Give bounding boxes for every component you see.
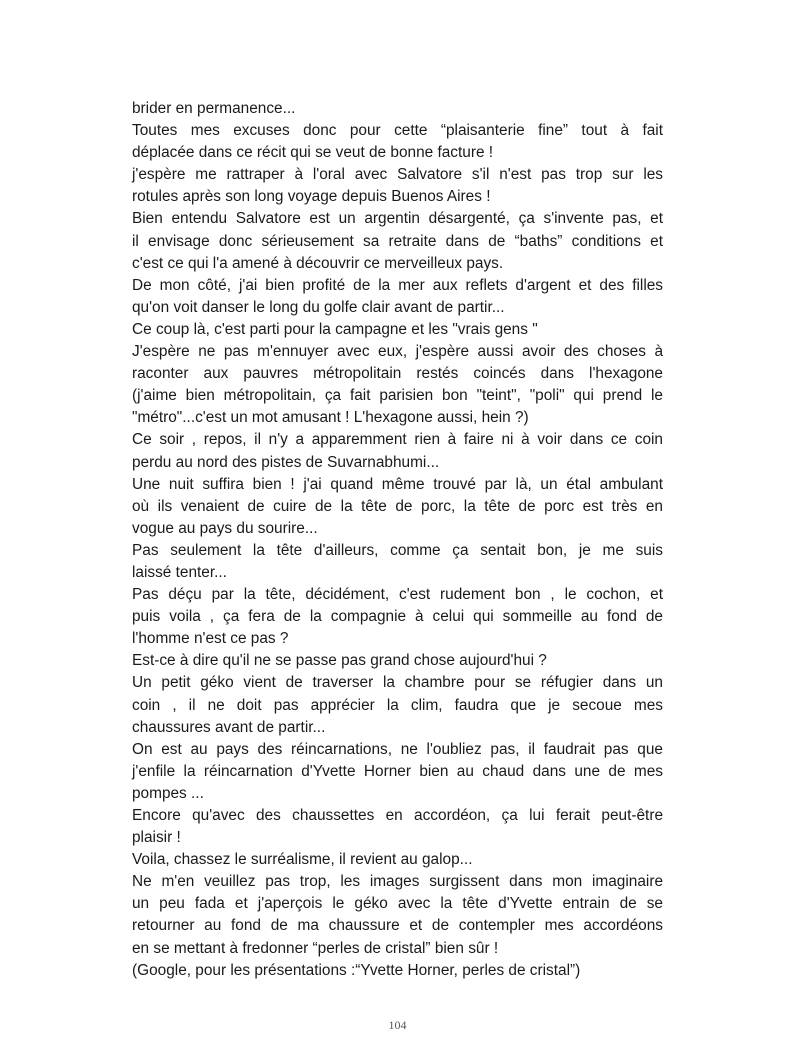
text-line: (j'aime bien métropolitain, ça fait parisien bon "teint", "poli" qui prend le	[132, 387, 663, 405]
text-line: Ne m'en veuillez pas trop, les images surgissent dans mon imaginaire	[132, 873, 663, 891]
text-line: coin , il ne doit pas apprécier la clim, faudra que je secoue mes	[132, 696, 663, 714]
text-line: déplacée dans ce récit qui se veut de bonne facture !	[132, 144, 494, 162]
body-text	[132, 98, 663, 982]
text-line: Ce soir , repos, il n'y a apparemment rien à faire ni à voir dans ce coin	[132, 431, 663, 449]
text-line: en se mettant à fredonner “perles de cristal” bien sûr !	[132, 939, 499, 957]
text-line: Toutes mes excuses donc pour cette “plaisanterie fine” tout à fait	[132, 122, 663, 140]
text-line: Bien entendu Salvatore est un argentin désargenté, ça s'invente pas, et	[132, 210, 663, 228]
text-line: retourner au fond de ma chaussure et de contempler mes accordéons	[132, 917, 663, 935]
text-line: "métro"...c'est un mot amusant ! L'hexagone aussi, hein ?)	[132, 409, 529, 427]
text-line: un peu fada et j'aperçois le géko avec la tête d'Yvette entrain de se	[132, 895, 663, 913]
text-line: J'espère ne pas m'ennuyer avec eux, j'espère aussi avoir des choses à	[132, 343, 663, 361]
text-line: qu'on voit danser le long du golfe clair avant de partir...	[132, 298, 505, 316]
text-line: raconter aux pauvres métropolitain restés coincés dans l'hexagone	[132, 365, 663, 383]
text-line: pompes ...	[132, 784, 204, 802]
text-line: j'espère me rattraper à l'oral avec Salvatore s'il n'est pas trop sur les	[132, 166, 663, 184]
text-line: On est au pays des réincarnations, ne l'oubliez pas, il faudrait pas que	[132, 740, 663, 758]
text-line: De mon côté, j'ai bien profité de la mer aux reflets d'argent et des filles	[132, 276, 663, 294]
text-line: l'homme n'est ce pas ?	[132, 630, 289, 648]
text-line: plaisir !	[132, 829, 181, 847]
text-line: laissé tenter...	[132, 563, 227, 581]
text-line: Un petit géko vient de traverser la chambre pour se réfugier dans un	[132, 674, 663, 692]
text-line: (Google, pour les présentations :“Yvette Horner, perles de cristal”)	[132, 961, 581, 979]
text-line: où ils venaient de cuire de la tête de porc, la tête de porc est très en	[132, 497, 663, 515]
text-line: brider en permanence...	[132, 100, 296, 117]
text-line: j'enfile la réincarnation d'Yvette Horner bien au chaud dans une de mes	[132, 762, 663, 780]
text-line: Une nuit suffira bien ! j'ai quand même trouvé par là, un étal ambulant	[132, 475, 663, 493]
text-line: il envisage donc sérieusement sa retraite dans de “baths” conditions et	[132, 232, 663, 250]
page-number: 104	[388, 1018, 407, 1032]
text-line: Ce coup là, c'est parti pour la campagne et les "vrais gens "	[132, 320, 538, 338]
text-line: chaussures avant de partir...	[132, 718, 326, 736]
text-line: Voila, chassez le surréalisme, il revient au galop...	[132, 851, 473, 869]
text-line: Pas seulement la tête d'ailleurs, comme ça sentait bon, je me suis	[132, 541, 663, 559]
text-line: puis voila , ça fera de la compagnie à celui qui sommeille au fond de	[132, 608, 663, 626]
text-line: vogue au pays du sourire...	[132, 519, 318, 537]
text-line: c'est ce qui l'a amené à découvrir ce merveilleux pays.	[132, 254, 504, 272]
text-line: Encore qu'avec des chaussettes en accordéon, ça lui ferait peut-être	[132, 807, 663, 824]
text-line: perdu au nord des pistes de Suvarnabhumi...	[132, 453, 440, 471]
text-line: Est-ce à dire qu'il ne se passe pas grand chose aujourd'hui ?	[132, 652, 547, 670]
text-line: Pas déçu par la tête, décidément, c'est rudement bon , le cochon, et	[132, 586, 663, 604]
text-line: rotules après son long voyage depuis Buenos Aires !	[132, 188, 491, 206]
